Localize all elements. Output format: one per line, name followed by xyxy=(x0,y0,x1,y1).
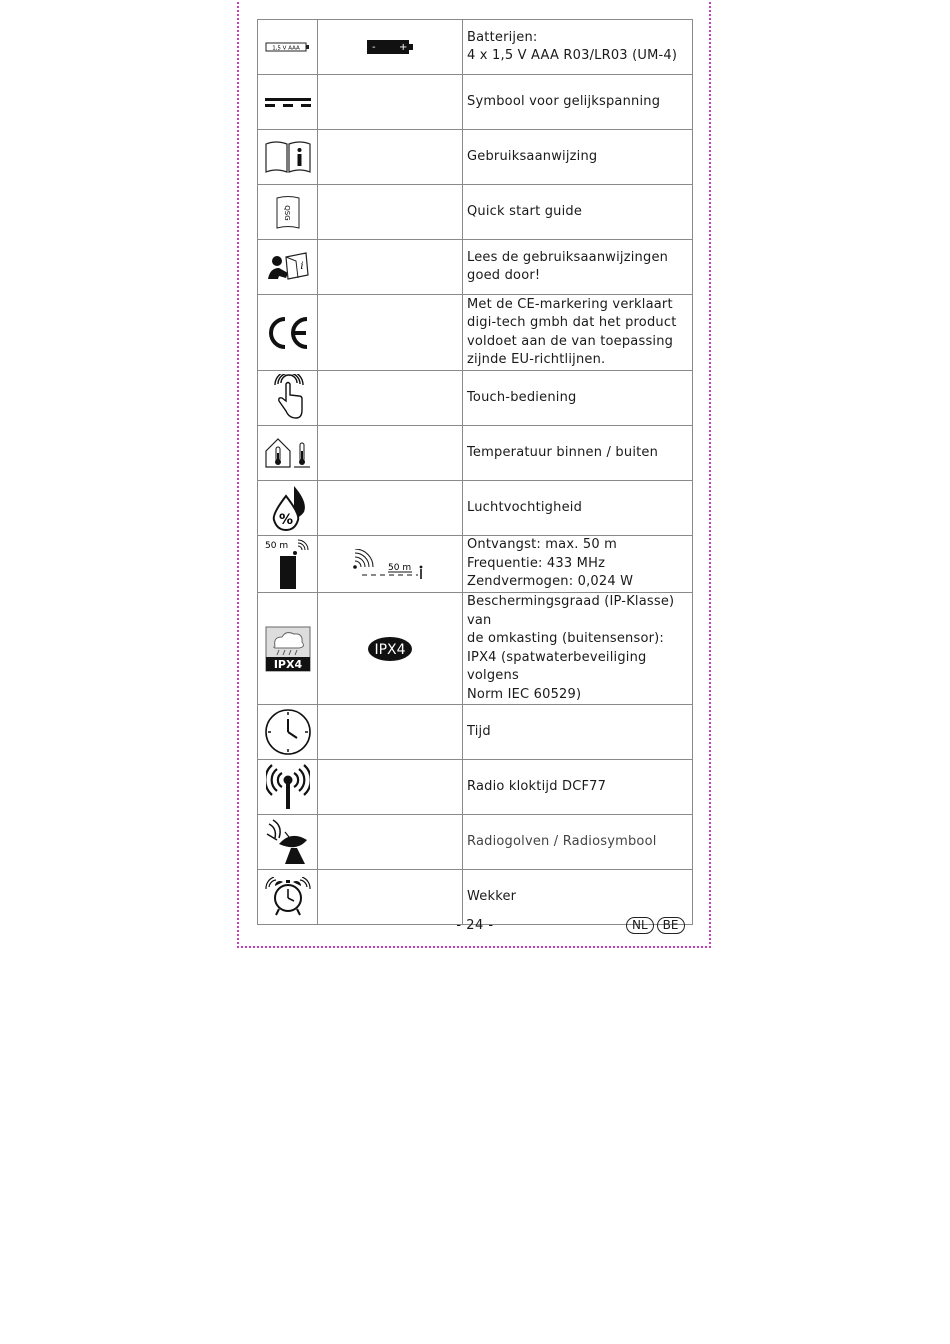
row-description xyxy=(463,760,693,815)
clock-icon xyxy=(258,705,318,760)
qsg-label: QSG xyxy=(282,205,291,221)
table-row xyxy=(258,536,693,593)
row-description xyxy=(463,481,693,536)
description-line: Frequentie: 433 MHz xyxy=(467,555,606,571)
description-line: de omkasting (buitensensor): xyxy=(467,631,665,646)
svg-text:i: i xyxy=(299,261,304,272)
row-description xyxy=(463,20,693,75)
reception-range-icon xyxy=(258,536,318,593)
description-line: Zendvermogen: 0,024 W xyxy=(467,574,634,590)
reception-range-label: 50 m xyxy=(264,541,288,551)
table-row xyxy=(258,295,693,371)
description-line: digi-tech gmbh dat het product xyxy=(467,315,677,330)
thermometer-indoor-outdoor-icon xyxy=(258,426,318,481)
row-description xyxy=(463,426,693,481)
table-row xyxy=(258,240,693,295)
row-description xyxy=(463,536,693,593)
table-row xyxy=(258,705,693,760)
battery-polarity-icon xyxy=(318,20,463,75)
description-line: Wekker xyxy=(467,888,517,904)
description-line: Symbool voor gelijkspanning xyxy=(467,93,661,109)
row-description xyxy=(463,371,693,426)
language-badge-be: BE xyxy=(657,917,685,934)
table-row xyxy=(258,593,693,705)
language-badge-nl: NL xyxy=(626,917,654,934)
row-description xyxy=(463,295,693,371)
description-line: zijnde EU-richtlijnen. xyxy=(467,352,606,367)
read-instructions-icon xyxy=(258,240,318,295)
description-line: 4 x 1,5 V AAA R03/LR03 (UM-4) xyxy=(467,48,678,63)
table-row xyxy=(258,185,693,240)
battery-minus-label: - xyxy=(372,42,376,53)
ipx4-badge-icon xyxy=(318,593,463,705)
symbol-table xyxy=(257,19,693,925)
description-line: IPX4 (spatwaterbeveiliging volgens xyxy=(467,649,647,683)
alarm-clock-icon xyxy=(258,870,318,925)
row-description xyxy=(463,75,693,130)
description-line: Quick start guide xyxy=(467,203,583,219)
ipx4-badge-label: IPX4 xyxy=(374,641,406,658)
row-description xyxy=(463,130,693,185)
ipx4-weather-icon xyxy=(258,593,318,705)
description-line: goed door! xyxy=(467,268,541,283)
description-line: Met de CE-markering verklaart xyxy=(467,296,673,312)
row-description xyxy=(463,185,693,240)
description-line: Gebruiksaanwijzing xyxy=(467,148,598,164)
manual-book-icon xyxy=(258,130,318,185)
battery-aaa-label: 1,5 V AAA xyxy=(271,45,300,52)
table-row xyxy=(258,130,693,185)
description-line: Luchtvochtigheid xyxy=(467,499,583,515)
description-line: Touch-bediening xyxy=(467,389,577,405)
table-row xyxy=(258,760,693,815)
row-description xyxy=(463,815,693,870)
description-line: Batterijen: xyxy=(467,29,538,45)
table-row xyxy=(258,371,693,426)
description-line: Lees de gebruiksaanwijzingen xyxy=(467,249,669,265)
transmission-distance-icon xyxy=(318,536,463,593)
table-row xyxy=(258,815,693,870)
battery-plus-label: + xyxy=(399,42,408,53)
description-line: Tijd xyxy=(467,723,491,739)
satellite-dish-icon xyxy=(258,815,318,870)
table-row xyxy=(258,75,693,130)
row-description xyxy=(463,240,693,295)
page-number: - 24 - xyxy=(456,918,494,933)
quick-start-guide-icon xyxy=(258,185,318,240)
humidity-drop-icon xyxy=(258,481,318,536)
language-badges xyxy=(626,917,685,934)
table-row xyxy=(258,20,693,75)
touch-hand-icon xyxy=(258,371,318,426)
description-line: Norm IEC 60529) xyxy=(467,686,582,702)
row-description xyxy=(463,593,693,705)
table-row xyxy=(258,426,693,481)
battery-aaa-icon xyxy=(258,20,318,75)
row-description xyxy=(463,705,693,760)
ce-mark-icon xyxy=(258,295,318,371)
description-line: Ontvangst: max. 50 m xyxy=(467,537,618,553)
description-line: voldoet aan de van toepassing xyxy=(467,333,674,349)
ipx4-weather-label: IPX4 xyxy=(273,657,302,671)
svg-text:%: % xyxy=(278,512,293,528)
description-line: Temperatuur binnen / buiten xyxy=(467,444,659,460)
radio-tower-icon xyxy=(258,760,318,815)
description-line: Radio kloktijd DCF77 xyxy=(467,778,607,794)
transmission-distance-label: 50 m xyxy=(388,563,412,573)
description-line: Radiogolven / Radiosymbool xyxy=(467,833,657,849)
direct-current-icon xyxy=(258,75,318,130)
table-row xyxy=(258,481,693,536)
description-line: Beschermingsgraad (IP-Klasse) van xyxy=(467,594,675,628)
